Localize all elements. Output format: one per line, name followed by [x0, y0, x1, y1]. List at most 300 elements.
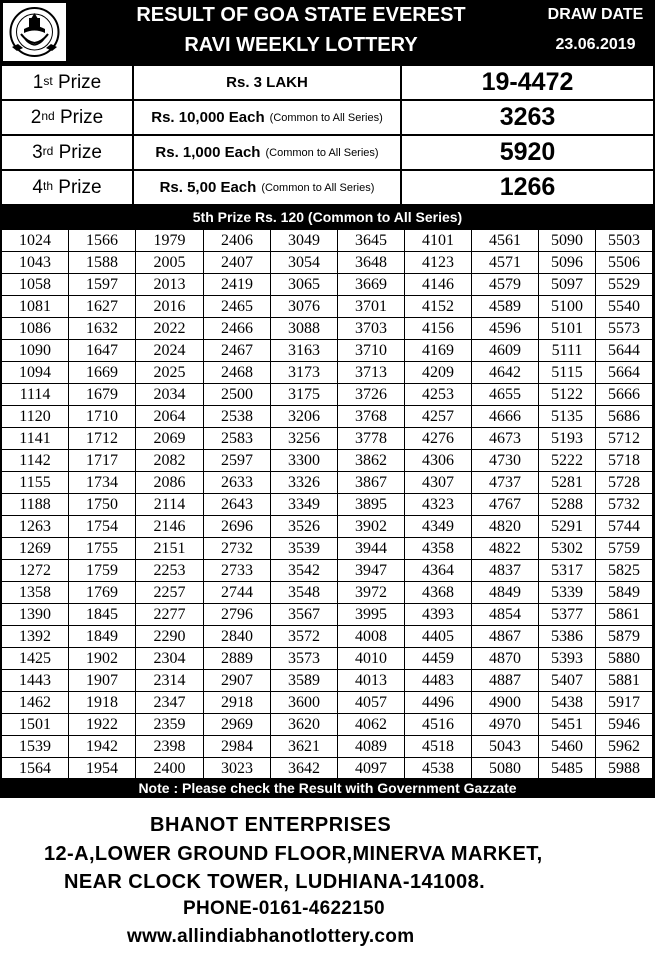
- prize-winning-number: 3263: [402, 101, 653, 134]
- winning-number-cell: 4642: [472, 362, 538, 383]
- winning-number-cell: 3349: [271, 494, 337, 515]
- winning-number-cell: 2643: [204, 494, 270, 515]
- winning-number-cell: 3054: [271, 252, 337, 273]
- prize-rank-number: 2: [30, 106, 42, 128]
- prize-series-note: (Common to All Series): [261, 181, 375, 194]
- winning-number-cell: 3589: [271, 670, 337, 691]
- winning-number-cell: 5460: [539, 736, 595, 757]
- prize-amount: [134, 171, 400, 204]
- winning-number-cell: 4307: [405, 472, 471, 493]
- winning-number-cell: 2796: [204, 604, 270, 625]
- prize-row-1: [2, 66, 653, 99]
- winning-number-cell: 2889: [204, 648, 270, 669]
- winning-number-cell: 1539: [2, 736, 68, 757]
- winning-number-cell: 4849: [472, 582, 538, 603]
- winning-number-cell: 3572: [271, 626, 337, 647]
- winning-number-cell: 3862: [338, 450, 404, 471]
- winning-number-cell: 2024: [136, 340, 203, 361]
- winning-number-cell: 2918: [204, 692, 270, 713]
- winning-number-cell: 2347: [136, 692, 203, 713]
- prize-table: [0, 64, 655, 207]
- title-line2: RAVI WEEKLY LOTTERY: [184, 34, 418, 56]
- winning-number-cell: 2304: [136, 648, 203, 669]
- winning-number-cell: 4820: [472, 516, 538, 537]
- winning-number-cell: 5222: [539, 450, 595, 471]
- winning-number-cell: 1272: [2, 560, 68, 581]
- winning-number-cell: 4097: [338, 758, 404, 779]
- winning-number-cell: 3548: [271, 582, 337, 603]
- winning-number-cell: 1564: [2, 758, 68, 779]
- winning-number-cell: 5759: [596, 538, 652, 559]
- winning-number-cell: 2466: [204, 318, 270, 339]
- winning-number-cell: 5540: [596, 296, 652, 317]
- winning-number-cell: 1390: [2, 604, 68, 625]
- winning-number-cell: 4887: [472, 670, 538, 691]
- winning-number-cell: 1849: [69, 626, 135, 647]
- winning-number-cell: 1188: [2, 494, 68, 515]
- winning-number-cell: 1954: [69, 758, 135, 779]
- winning-number-cell: 1679: [69, 384, 135, 405]
- winning-number-cell: 1501: [2, 714, 68, 735]
- winning-number-cell: 3173: [271, 362, 337, 383]
- winning-number-cell: 1392: [2, 626, 68, 647]
- prize-rank-suffix: st: [43, 73, 53, 88]
- winning-number-cell: 2086: [136, 472, 203, 493]
- winning-number-cell: 5988: [596, 758, 652, 779]
- winning-number-cell: 2583: [204, 428, 270, 449]
- winning-number-cell: 4152: [405, 296, 471, 317]
- winning-number-cell: 5861: [596, 604, 652, 625]
- winning-number-cell: 2733: [204, 560, 270, 581]
- winning-number-cell: 3206: [271, 406, 337, 427]
- prize-rank-word: Prize: [58, 141, 102, 163]
- winning-number-cell: 1918: [69, 692, 135, 713]
- winning-number-cell: 4767: [472, 494, 538, 515]
- winning-number-cell: 2732: [204, 538, 270, 559]
- winning-number-cell: 4589: [472, 296, 538, 317]
- prize-rank-number: 3: [32, 141, 43, 163]
- winning-number-cell: 5451: [539, 714, 595, 735]
- winning-number-cell: 4516: [405, 714, 471, 735]
- winning-number-cell: 5666: [596, 384, 652, 405]
- winning-number-cell: 5377: [539, 604, 595, 625]
- winning-number-cell: 2406: [204, 230, 270, 251]
- winning-number-cell: 2840: [204, 626, 270, 647]
- winning-number-cell: 1462: [2, 692, 68, 713]
- winning-number-cell: 4349: [405, 516, 471, 537]
- prize-series-note: (Common to All Series): [269, 111, 383, 124]
- winning-number-cell: 3726: [338, 384, 404, 405]
- winning-number-cell: 5090: [539, 230, 595, 251]
- prize-rank-number: 1: [32, 71, 44, 93]
- winning-number-cell: 5718: [596, 450, 652, 471]
- prize-rank-word: Prize: [59, 106, 104, 128]
- winning-number-cell: 2016: [136, 296, 203, 317]
- winning-number-cell: 5281: [539, 472, 595, 493]
- winning-number-cell: 1710: [69, 406, 135, 427]
- winning-number-cell: 5122: [539, 384, 595, 405]
- winning-number-cell: 3867: [338, 472, 404, 493]
- winning-number-cell: 3023: [204, 758, 270, 779]
- prize-amount: [134, 101, 400, 134]
- winning-number-cell: 5849: [596, 582, 652, 603]
- winning-number-cell: 2064: [136, 406, 203, 427]
- prize-series-note: (Common to All Series): [265, 146, 379, 159]
- winning-number-cell: 4306: [405, 450, 471, 471]
- winning-number-cell: 1155: [2, 472, 68, 493]
- company-name: BHANOT ENTERPRISES: [150, 814, 392, 836]
- winning-number-cell: 1979: [136, 230, 203, 251]
- prize-amount-text: Rs. 3 LAKH: [226, 74, 308, 91]
- winning-number-cell: 5115: [539, 362, 595, 383]
- winning-number-cell: 5712: [596, 428, 652, 449]
- winning-number-cell: 1269: [2, 538, 68, 559]
- winning-number-cell: 1120: [2, 406, 68, 427]
- winning-number-cell: 3049: [271, 230, 337, 251]
- winning-number-cell: 3902: [338, 516, 404, 537]
- winning-number-cell: 3895: [338, 494, 404, 515]
- winning-number-cell: 3944: [338, 538, 404, 559]
- winning-number-cell: 3669: [338, 274, 404, 295]
- prize-rank: [2, 171, 132, 204]
- winning-number-cell: 5438: [539, 692, 595, 713]
- winning-number-cell: 1902: [69, 648, 135, 669]
- winning-number-cell: 2398: [136, 736, 203, 757]
- fifth-prize-header: 5th Prize Rs. 120 (Common to All Series): [0, 207, 655, 228]
- winning-number-cell: 4368: [405, 582, 471, 603]
- winning-number-cell: 2467: [204, 340, 270, 361]
- winning-number-cell: 1588: [69, 252, 135, 273]
- winning-number-cell: 1734: [69, 472, 135, 493]
- winning-number-cell: 4358: [405, 538, 471, 559]
- winning-number-cell: 2013: [136, 274, 203, 295]
- winning-number-cell: 5744: [596, 516, 652, 537]
- result-header: [0, 0, 655, 64]
- winning-number-cell: 5288: [539, 494, 595, 515]
- winning-number-cell: 4393: [405, 604, 471, 625]
- winning-number-cell: 1942: [69, 736, 135, 757]
- winning-number-cell: 3947: [338, 560, 404, 581]
- winning-number-cell: 2022: [136, 318, 203, 339]
- prize-amount-text: Rs. 1,000 Each: [155, 144, 261, 161]
- winning-number-cell: 5506: [596, 252, 652, 273]
- title-line1: RESULT OF GOA STATE EVEREST: [136, 4, 466, 26]
- prize-rank-suffix: rd: [42, 143, 54, 158]
- address-line2: NEAR CLOCK TOWER, LUDHIANA-141008.: [64, 871, 486, 893]
- winning-number-cell: 1845: [69, 604, 135, 625]
- winning-number-cell: 4854: [472, 604, 538, 625]
- winning-number-cell: 3703: [338, 318, 404, 339]
- prize-rank: [2, 101, 132, 134]
- winning-number-cell: 4970: [472, 714, 538, 735]
- winning-number-cell: 1090: [2, 340, 68, 361]
- winning-number-cell: 4730: [472, 450, 538, 471]
- prize-amount-text: Rs. 10,000 Each: [151, 109, 265, 126]
- winning-number-cell: 2290: [136, 626, 203, 647]
- winning-number-cell: 1669: [69, 362, 135, 383]
- winning-number-cell: 4013: [338, 670, 404, 691]
- winning-number-cell: 1769: [69, 582, 135, 603]
- winning-number-cell: 5097: [539, 274, 595, 295]
- winning-number-cell: 2984: [204, 736, 270, 757]
- prize-winning-number: 1266: [402, 171, 653, 204]
- winning-number-cell: 2969: [204, 714, 270, 735]
- winning-number-cell: 1712: [69, 428, 135, 449]
- winning-number-cell: 4737: [472, 472, 538, 493]
- winning-number-cell: 4089: [338, 736, 404, 757]
- prize-row-4: [2, 171, 653, 204]
- winning-number-cell: 2359: [136, 714, 203, 735]
- winning-number-cell: 1425: [2, 648, 68, 669]
- winning-number-cell: 4101: [405, 230, 471, 251]
- winning-number-cell: 1750: [69, 494, 135, 515]
- winning-number-cell: 5080: [472, 758, 538, 779]
- winning-number-cell: 3972: [338, 582, 404, 603]
- prize-rank-word: Prize: [57, 71, 102, 93]
- address-line1: 12-A,LOWER GROUND FLOOR,MINERVA MARKET,: [44, 843, 543, 865]
- winning-number-cell: 2400: [136, 758, 203, 779]
- winning-number-cell: 3567: [271, 604, 337, 625]
- phone-number: PHONE-0161-4622150: [183, 898, 385, 919]
- winning-number-cell: 4655: [472, 384, 538, 405]
- draw-date-label: DRAW DATE: [547, 6, 644, 23]
- winning-number-cell: 5393: [539, 648, 595, 669]
- winning-number-cell: 2151: [136, 538, 203, 559]
- winning-number-cell: 3710: [338, 340, 404, 361]
- winning-number-cell: 1755: [69, 538, 135, 559]
- winning-number-cell: 3326: [271, 472, 337, 493]
- winning-number-cell: 2025: [136, 362, 203, 383]
- winning-number-cell: 1759: [69, 560, 135, 581]
- winning-number-cell: 3642: [271, 758, 337, 779]
- winning-number-cell: 1142: [2, 450, 68, 471]
- winning-number-cell: 5946: [596, 714, 652, 735]
- winning-number-cell: 1632: [69, 318, 135, 339]
- winning-number-cell: 5825: [596, 560, 652, 581]
- winning-number-cell: 4673: [472, 428, 538, 449]
- winning-number-cell: 1358: [2, 582, 68, 603]
- winning-number-cell: 4518: [405, 736, 471, 757]
- winning-number-cell: 2744: [204, 582, 270, 603]
- prize-rank-suffix: th: [42, 178, 53, 193]
- winning-number-cell: 5317: [539, 560, 595, 581]
- winning-number-cell: 4496: [405, 692, 471, 713]
- winning-number-cell: 5881: [596, 670, 652, 691]
- winning-number-cell: 5485: [539, 758, 595, 779]
- website-link[interactable]: www.allindiabhanotlottery.com: [127, 926, 415, 947]
- winning-number-cell: 3768: [338, 406, 404, 427]
- winning-number-cell: 5686: [596, 406, 652, 427]
- winning-number-cell: 4364: [405, 560, 471, 581]
- winning-number-cell: 1141: [2, 428, 68, 449]
- winning-number-cell: 2468: [204, 362, 270, 383]
- winning-number-cell: 1754: [69, 516, 135, 537]
- winning-number-cell: 4253: [405, 384, 471, 405]
- winning-number-cell: 2277: [136, 604, 203, 625]
- winning-number-cell: 2538: [204, 406, 270, 427]
- winning-number-cell: 2597: [204, 450, 270, 471]
- winning-number-cell: 2633: [204, 472, 270, 493]
- winning-number-cell: 4483: [405, 670, 471, 691]
- winning-number-cell: 1081: [2, 296, 68, 317]
- winning-number-cell: 4169: [405, 340, 471, 361]
- winning-number-cell: 1263: [2, 516, 68, 537]
- winning-number-cell: 5302: [539, 538, 595, 559]
- winning-number-cell: 2082: [136, 450, 203, 471]
- winning-number-cell: 4579: [472, 274, 538, 295]
- winning-number-cell: 3088: [271, 318, 337, 339]
- winning-number-cell: 3076: [271, 296, 337, 317]
- winning-number-cell: 1443: [2, 670, 68, 691]
- winning-number-cell: 2696: [204, 516, 270, 537]
- winning-number-cell: 1043: [2, 252, 68, 273]
- winning-number-cell: 4609: [472, 340, 538, 361]
- winning-number-cell: 3645: [338, 230, 404, 251]
- winning-number-cell: 3995: [338, 604, 404, 625]
- winning-number-cell: 3256: [271, 428, 337, 449]
- winning-number-cell: 3573: [271, 648, 337, 669]
- winning-number-cell: 2114: [136, 494, 203, 515]
- prize-amount-text: Rs. 5,00 Each: [159, 179, 257, 196]
- winning-number-cell: 1024: [2, 230, 68, 251]
- winning-number-cell: 1114: [2, 384, 68, 405]
- prize-amount: [134, 136, 400, 169]
- winning-number-cell: 4123: [405, 252, 471, 273]
- winning-number-cell: 4156: [405, 318, 471, 339]
- winning-number-cell: 2465: [204, 296, 270, 317]
- winning-number-cell: 2907: [204, 670, 270, 691]
- prize-amount: [134, 66, 400, 99]
- winning-number-cell: 4538: [405, 758, 471, 779]
- winning-number-cell: 3539: [271, 538, 337, 559]
- winning-number-cell: 5732: [596, 494, 652, 515]
- prize-row-2: [2, 101, 653, 134]
- winning-number-cell: 3778: [338, 428, 404, 449]
- winning-number-cell: 5111: [539, 340, 595, 361]
- winning-number-cell: 2407: [204, 252, 270, 273]
- winning-number-cell: 5917: [596, 692, 652, 713]
- winning-number-cell: 3713: [338, 362, 404, 383]
- winning-number-cell: 1086: [2, 318, 68, 339]
- winning-number-cell: 4323: [405, 494, 471, 515]
- winning-number-cell: 5407: [539, 670, 595, 691]
- winning-number-cell: 5100: [539, 296, 595, 317]
- winning-number-cell: 1566: [69, 230, 135, 251]
- winning-number-cell: 5291: [539, 516, 595, 537]
- winning-number-cell: 5043: [472, 736, 538, 757]
- winning-number-cell: 5135: [539, 406, 595, 427]
- winning-number-cell: 4459: [405, 648, 471, 669]
- winning-number-cell: 5644: [596, 340, 652, 361]
- winning-number-cell: 2034: [136, 384, 203, 405]
- winning-number-cell: 3648: [338, 252, 404, 273]
- winning-number-cell: 4405: [405, 626, 471, 647]
- winning-number-cell: 1597: [69, 274, 135, 295]
- winning-number-cell: 5962: [596, 736, 652, 757]
- winning-number-cell: 4146: [405, 274, 471, 295]
- winning-number-cell: 2069: [136, 428, 203, 449]
- prize-rank-word: Prize: [58, 176, 102, 198]
- winning-number-cell: 1717: [69, 450, 135, 471]
- winning-number-cell: 4867: [472, 626, 538, 647]
- winning-number-cell: 2257: [136, 582, 203, 603]
- prize-rank-number: 4: [32, 176, 43, 198]
- winning-number-cell: 5573: [596, 318, 652, 339]
- winning-number-cell: 4062: [338, 714, 404, 735]
- winning-number-cell: 4561: [472, 230, 538, 251]
- winning-number-cell: 1647: [69, 340, 135, 361]
- prize-rank: [2, 136, 132, 169]
- winning-number-cell: 5386: [539, 626, 595, 647]
- draw-date-value: 23.06.2019: [555, 36, 636, 53]
- fifth-prize-number-grid: [0, 228, 655, 778]
- winning-number-cell: 4209: [405, 362, 471, 383]
- winning-number-cell: 1922: [69, 714, 135, 735]
- winning-number-cell: 5728: [596, 472, 652, 493]
- winning-number-cell: 5096: [539, 252, 595, 273]
- winning-number-cell: 2253: [136, 560, 203, 581]
- winning-number-cell: 4571: [472, 252, 538, 273]
- winning-number-cell: 4008: [338, 626, 404, 647]
- winning-number-cell: 3065: [271, 274, 337, 295]
- prize-winning-number: 19-4472: [402, 66, 653, 99]
- winning-number-cell: 5880: [596, 648, 652, 669]
- winning-number-cell: 4057: [338, 692, 404, 713]
- winning-number-cell: 3542: [271, 560, 337, 581]
- winning-number-cell: 2314: [136, 670, 203, 691]
- winning-number-cell: 5503: [596, 230, 652, 251]
- winning-number-cell: 5193: [539, 428, 595, 449]
- winning-number-cell: 2005: [136, 252, 203, 273]
- winning-number-cell: 3163: [271, 340, 337, 361]
- winning-number-cell: 4666: [472, 406, 538, 427]
- prize-rank: [2, 66, 132, 99]
- winning-number-cell: 1058: [2, 274, 68, 295]
- prize-winning-number: 5920: [402, 136, 653, 169]
- winning-number-cell: 5664: [596, 362, 652, 383]
- winning-number-cell: 2419: [204, 274, 270, 295]
- goa-government-emblem-icon: [3, 3, 66, 61]
- winning-number-cell: 4837: [472, 560, 538, 581]
- winning-number-cell: 5101: [539, 318, 595, 339]
- winning-number-cell: 4822: [472, 538, 538, 559]
- winning-number-cell: 3600: [271, 692, 337, 713]
- gazette-note: Note : Please check the Result with Government Gazzate: [0, 778, 655, 798]
- winning-number-cell: 1907: [69, 670, 135, 691]
- winning-number-cell: 3526: [271, 516, 337, 537]
- winning-number-cell: 4276: [405, 428, 471, 449]
- winning-number-cell: 1094: [2, 362, 68, 383]
- prize-rank-suffix: nd: [41, 108, 55, 123]
- winning-number-cell: 4010: [338, 648, 404, 669]
- winning-number-cell: 2500: [204, 384, 270, 405]
- winning-number-cell: 4257: [405, 406, 471, 427]
- winning-number-cell: 3300: [271, 450, 337, 471]
- winning-number-cell: 4900: [472, 692, 538, 713]
- winning-number-cell: 2146: [136, 516, 203, 537]
- winning-number-cell: 1627: [69, 296, 135, 317]
- winning-number-cell: 3175: [271, 384, 337, 405]
- winning-number-cell: 5879: [596, 626, 652, 647]
- winning-number-cell: 3620: [271, 714, 337, 735]
- winning-number-cell: 4596: [472, 318, 538, 339]
- winning-number-cell: 5339: [539, 582, 595, 603]
- winning-number-cell: 3701: [338, 296, 404, 317]
- winning-number-cell: 3621: [271, 736, 337, 757]
- winning-number-cell: 4870: [472, 648, 538, 669]
- prize-row-3: [2, 136, 653, 169]
- winning-number-cell: 5529: [596, 274, 652, 295]
